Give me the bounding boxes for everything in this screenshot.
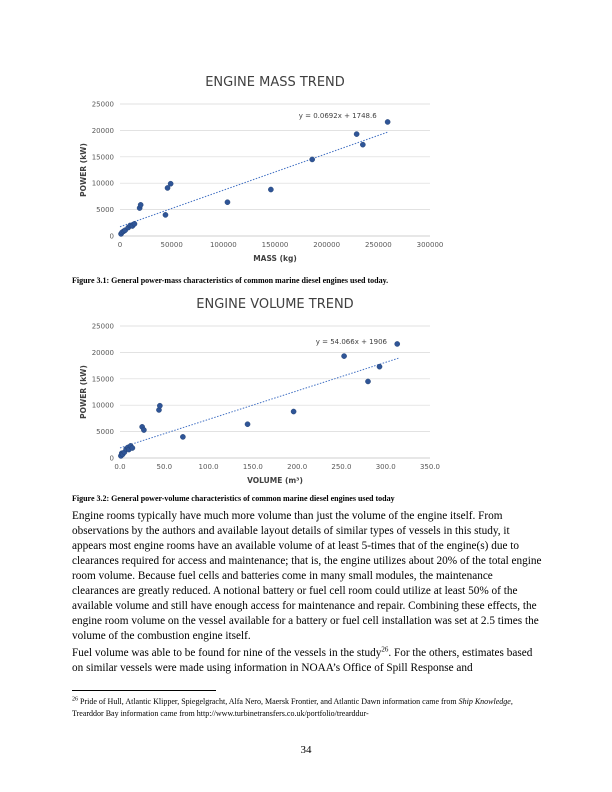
page-number: 34 <box>300 744 312 756</box>
x-tick-label: 100.0 <box>198 463 219 471</box>
mass-trend-chart-svg <box>72 70 444 270</box>
data-point <box>395 341 400 346</box>
footnote-separator <box>72 690 216 691</box>
body-paragraph-1: Engine rooms typically have much more volume than just the volume of the engine itself. From observations by the authors and available layout details of similar types of vessels in this study, it appears most engine rooms have an available volume of at least 5-times that of the engine(s) due to clearances required for access and maintenance; that is, the engine utilizes about 20% of the total engine room volume. Because fuel cells and batteries come in many small modules, the maintenance clearances are greatly reduced. A notional battery or fuel cell room could utilize at least 50% of the available volume and still have enough access for maintenance and repair. Combining these effects, the engine room volume on the vessel available for a battery or fuel cell installation was set at 2.5 times the volume of the combustion engine itself. <box>72 510 542 642</box>
data-point <box>141 427 146 432</box>
y-tick-label: 25000 <box>91 322 114 331</box>
data-point <box>341 353 346 358</box>
mass-trend-chart <box>72 70 444 270</box>
data-point <box>163 212 168 217</box>
chart-title: ENGINE MASS TREND <box>205 75 345 90</box>
data-point <box>180 434 185 439</box>
footnote-reference-26[interactable]: 26 <box>381 645 389 654</box>
y-tick-label: 0 <box>109 454 114 463</box>
y-tick-label: 25000 <box>91 100 114 109</box>
volume-trend-chart-svg <box>72 292 444 492</box>
data-point <box>354 131 359 136</box>
y-axis-label: POWER (kW) <box>79 143 88 197</box>
trendline-equation: y = 0.0692x + 1748.6 <box>298 111 377 120</box>
footnote-text-a: Pride of Hull, Atlantic Klipper, Spiegelgracht, Alfa Nero, Maersk Frontier, and Atlantic Dawn information came from <box>78 697 459 706</box>
y-tick-label: 20000 <box>91 126 114 135</box>
data-point <box>385 119 390 124</box>
x-tick-label: 350.0 <box>419 463 441 471</box>
paragraph-2-text-b: . For the others, estimates based on similar vessels were made using information in NOAA’s Office of Spill Response and <box>72 647 533 674</box>
x-tick-label: 250000 <box>364 241 392 249</box>
footnote-text-b: , Trearddor Bay information came from http://www.turbinetransfers.co.uk/portfolio/trearddur- <box>72 697 513 718</box>
y-tick-label: 5000 <box>96 428 114 437</box>
volume-trend-chart <box>72 292 444 492</box>
figure-3-2-caption: Figure 3.2: General power-volume characteristics of common marine diesel engines used today <box>72 494 395 503</box>
trendline <box>120 132 389 227</box>
footnote-number: 26 <box>72 696 78 703</box>
data-point <box>360 142 365 147</box>
footnote-26 <box>72 696 546 720</box>
x-tick-label: 150.0 <box>242 463 263 471</box>
body-paragraph-2 <box>72 646 542 676</box>
y-tick-label: 10000 <box>91 179 114 188</box>
x-tick-label: 50000 <box>160 241 183 249</box>
data-point <box>168 181 173 186</box>
data-point <box>225 200 230 205</box>
data-point <box>245 422 250 427</box>
y-axis-label: POWER (kW) <box>79 365 88 419</box>
x-tick-label: 150000 <box>261 241 289 249</box>
x-axis-label: MASS (kg) <box>253 254 297 263</box>
x-tick-label: 200.0 <box>287 463 308 471</box>
figure-3-1-caption: Figure 3.1: General power-mass characteristics of common marine diesel engines used today. <box>72 276 389 285</box>
data-point <box>132 221 137 226</box>
y-tick-label: 20000 <box>91 348 114 357</box>
y-tick-label: 0 <box>109 232 114 241</box>
data-point <box>268 187 273 192</box>
data-point <box>377 364 382 369</box>
x-tick-label: 50.0 <box>156 463 173 471</box>
data-point <box>310 157 315 162</box>
y-tick-label: 15000 <box>91 375 114 384</box>
footnote-source-title: Ship Knowledge <box>458 697 511 706</box>
chart-title: ENGINE VOLUME TREND <box>196 297 354 312</box>
data-point <box>138 202 143 207</box>
trendline <box>120 358 399 448</box>
x-tick-label: 200000 <box>313 241 341 249</box>
x-tick-label: 300.0 <box>375 463 396 471</box>
data-point <box>365 379 370 384</box>
data-point <box>291 409 296 414</box>
data-point <box>130 445 135 450</box>
x-tick-label: 0 <box>117 241 123 249</box>
x-tick-label: 300000 <box>416 241 444 249</box>
y-tick-label: 15000 <box>91 153 114 162</box>
x-tick-label: 100000 <box>209 241 237 249</box>
y-tick-label: 10000 <box>91 401 114 410</box>
y-tick-label: 5000 <box>96 206 114 215</box>
paragraph-2-text-a: Fuel volume was able to be found for nine of the vessels in the study <box>72 647 382 659</box>
x-tick-label: 250.0 <box>331 463 352 471</box>
data-point <box>157 403 162 408</box>
x-tick-label: 0.0 <box>114 463 126 471</box>
x-axis-label: VOLUME (m³) <box>247 476 303 485</box>
trendline-equation: y = 54.066x + 1906 <box>315 338 387 347</box>
